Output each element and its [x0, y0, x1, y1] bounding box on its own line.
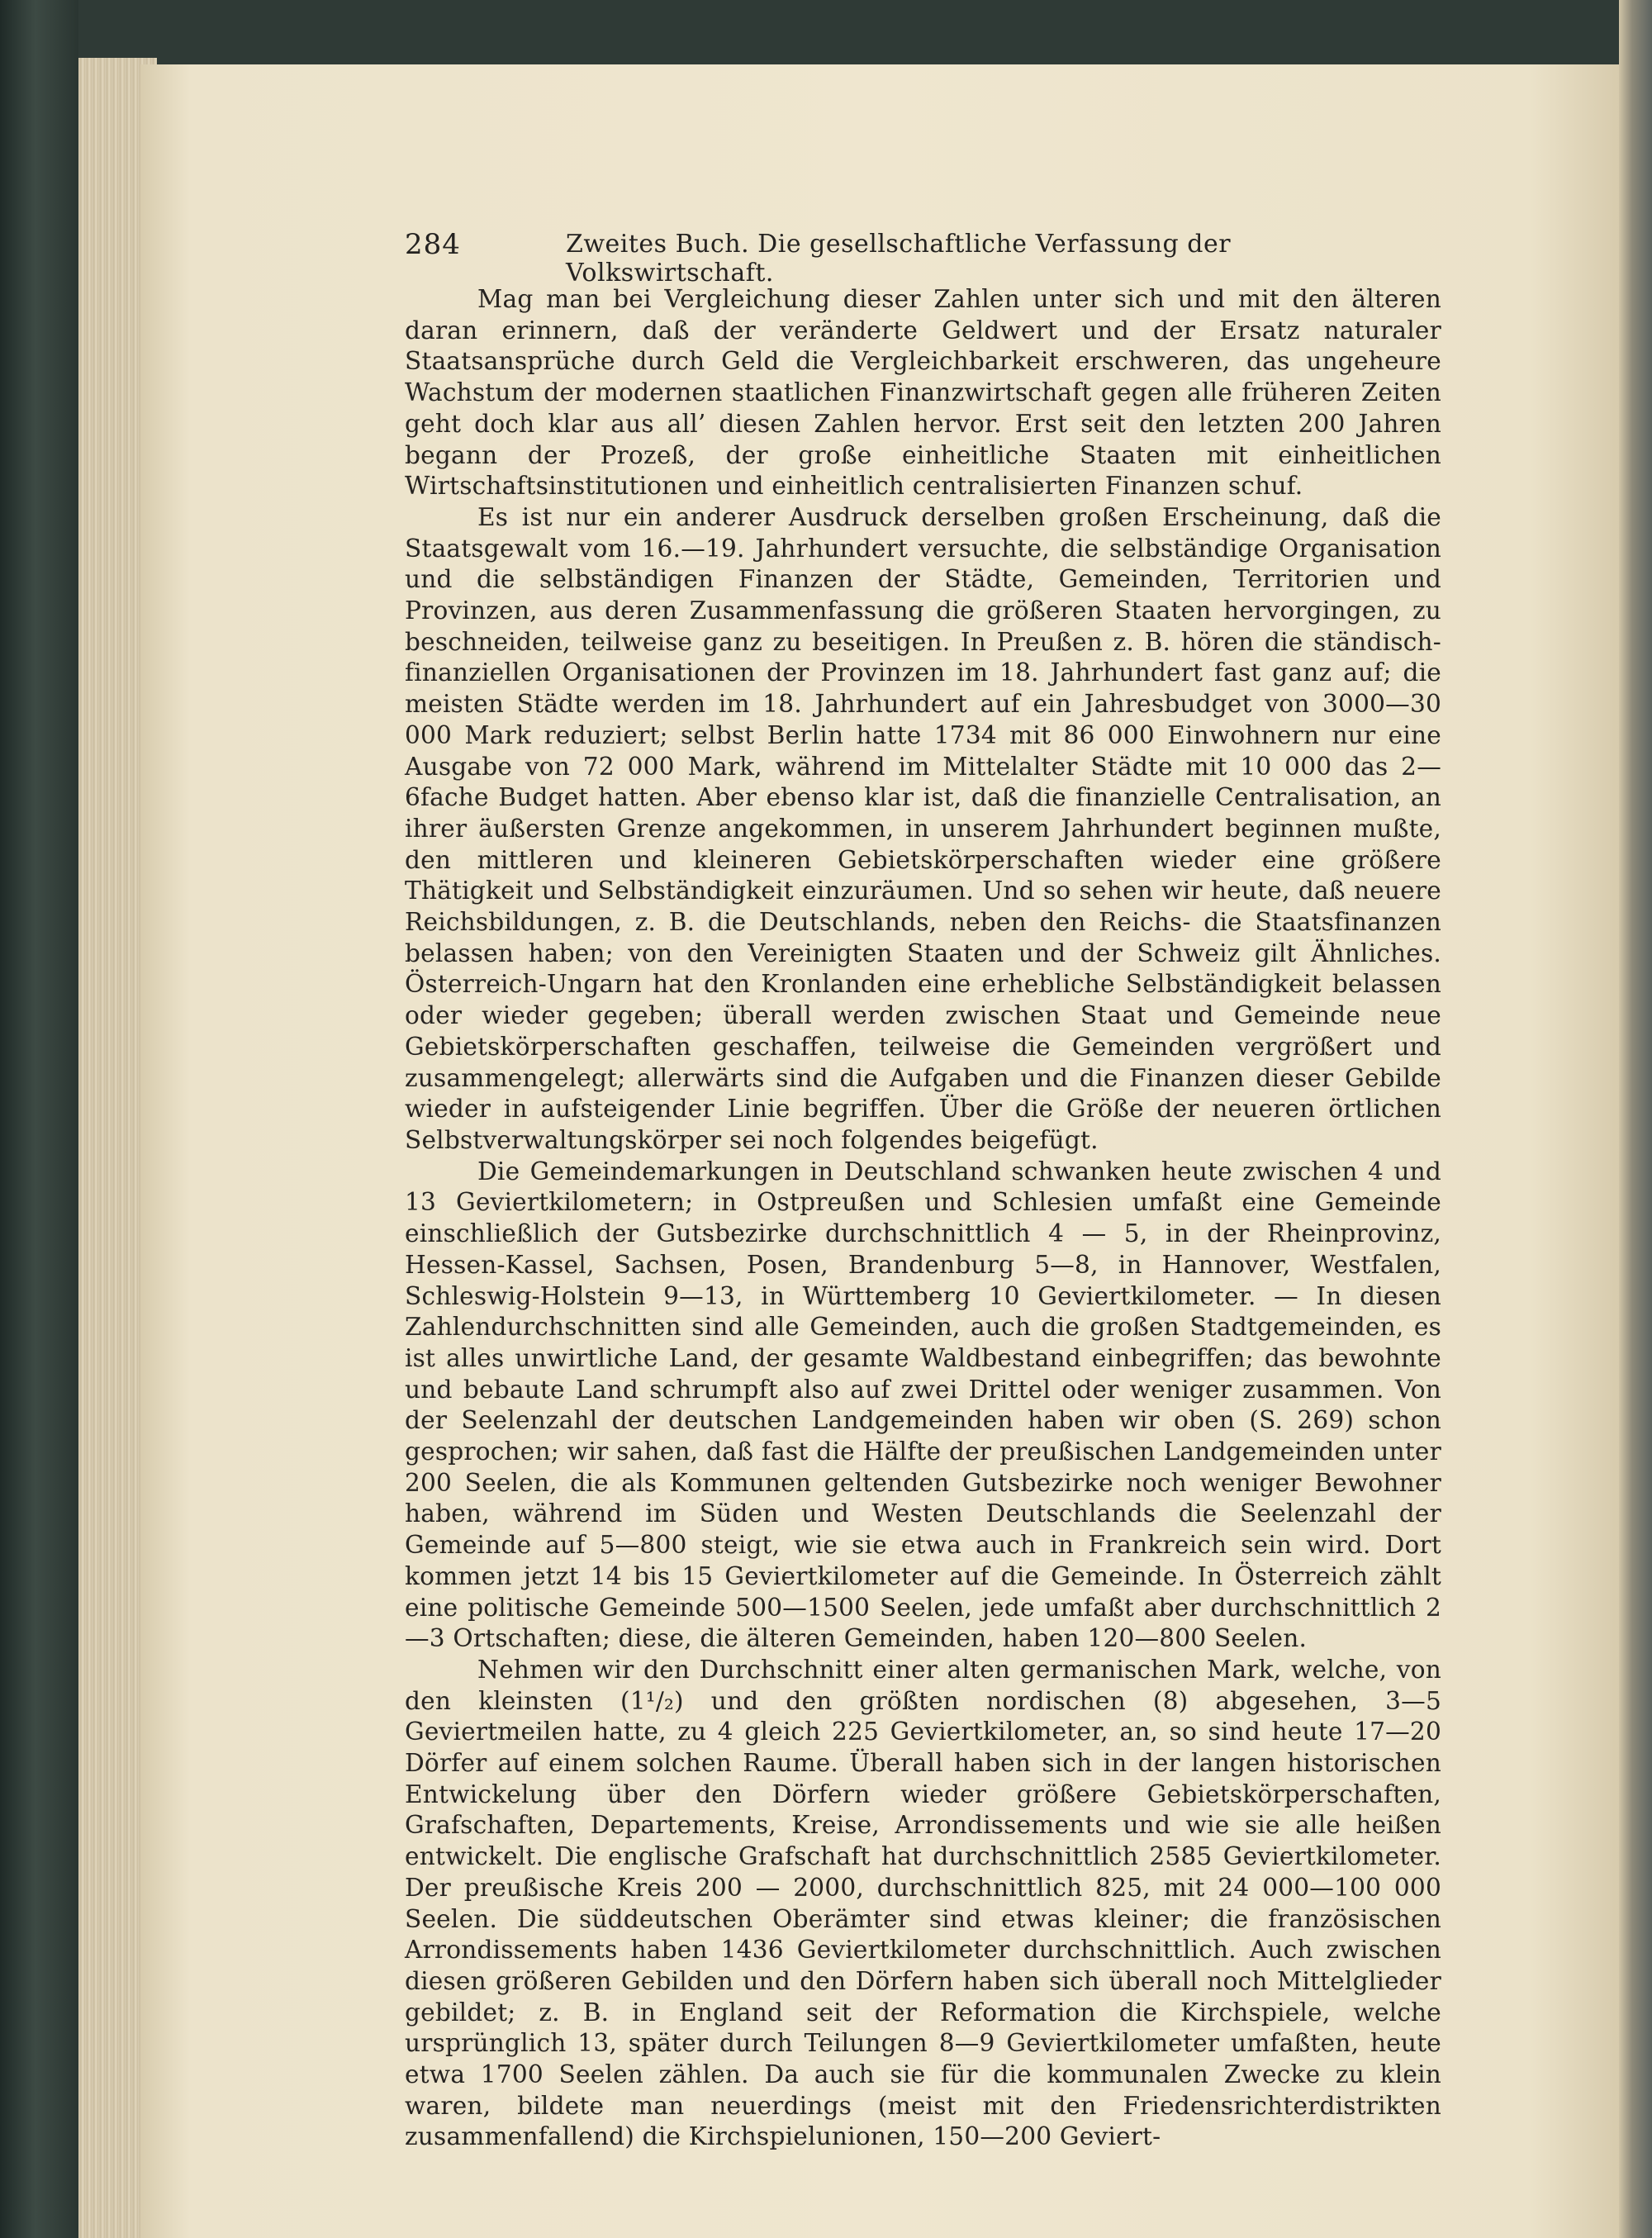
page-number: 284: [405, 228, 461, 261]
paragraph: Nehmen wir den Durchschnitt einer alten germanischen Mark, welche, von den kleinsten (1¹/₂) und den größten nordischen (8) abgesehen, 3—5 Geviertmeilen hatte, zu 4 gleich 225 Geviertkilometer, an, so sind heute 17—20 Dörfer auf einem solchen Raume. Überall haben sich in der langen historischen Entwickelung über den Dörfern wieder größere Gebietskörperschaften, Grafschaften, Departements, Kreise, Arrondissements und wie sie alle heißen entwickelt. Die englische Grafschaft hat durchschnittlich 2585 Geviertkilometer. Der preußische Kreis 200 — 2000, durchschnittlich 825, mit 24 000—100 000 Seelen. Die süddeutschen Oberämter sind etwas kleiner; die französischen Arrondissements haben 1436 Geviertkilometer durchschnittlich. Auch zwischen diesen größeren Gebilden und den Dörfern haben sich überall noch Mittelglieder gebildet; z. B. in England seit der Reformation die Kirchspiele, welche ursprünglich 13, später durch Teilungen 8—9 Geviertkilometer umfaßten, heute etwa 1700 Seelen zählen. Da auch sie für die kommunalen Zwecke zu klein waren, bildete man neuerdings (meist mit den Friedensrichterdistrikten zusammenfallend) die Kirchspielunionen, 150—200 Geviert-: [405, 1655, 1441, 2151]
paragraph: Mag man bei Vergleichung dieser Zahlen unter sich und mit den älteren daran erinnern, daß der veränderte Geldwert und der Ersatz naturaler Staatsansprüche durch Geld die Vergleichbarkeit erschweren, das ungeheure Wachstum der modernen staatlichen Finanzwirtschaft gegen alle früheren Zeiten geht doch klar aus all’ diesen Zahlen hervor. Erst seit den letzten 200 Jahren begann der Prozeß, der große einheitliche Staaten mit einheitlichen Wirtschaftsinstitutionen und einheitlich centralisierten Finanzen schuf.: [405, 285, 1441, 501]
paragraph: Es ist nur ein anderer Ausdruck derselben großen Erscheinung, daß die Staatsgewalt vom 16.—19. Jahrhundert versuchte, die selbständige Organisation und die selbständigen Finanzen der Städte, Gemeinden, Territorien und Provinzen, aus deren Zusammenfassung die größeren Staaten hervorgingen, zu beschneiden, teilweise ganz zu beseitigen. In Preußen z. B. hören die ständisch-finanziellen Organisationen der Provinzen im 18. Jahrhundert fast ganz auf; die meisten Städte werden im 18. Jahrhundert auf ein Jahresbudget von 3000—30 000 Mark reduziert; selbst Berlin hatte 1734 mit 86 000 Einwohnern nur eine Ausgabe von 72 000 Mark, während im Mittelalter Städte mit 10 000 das 2—6fache Budget hatten. Aber ebenso klar ist, daß die finanzielle Centralisation, an ihrer äußersten Grenze angekommen, in unserem Jahrhundert beginnen mußte, den mittleren und kleineren Gebietskörperschaften wieder eine größere Thätigkeit und Selbständigkeit einzuräumen. Und so sehen wir heute, daß neuere Reichsbildungen, z. B. die Deutschlands, neben den Reichs- die Staatsfinanzen belassen haben; von den Vereinigten Staaten und der Schweiz gilt Ähnliches. Österreich-Ungarn hat den Kronlanden eine erhebliche Selbständigkeit belassen oder wieder gegeben; überall werden zwischen Staat und Gemeinde neue Gebietskörperschaften geschaffen, teilweise die Gemeinden vergrößert und zusammengelegt; allerwärts sind die Aufgaben und die Finanzen dieser Gebilde wieder in aufsteigender Linie begriffen. Über die Größe der neueren örtlichen Selbstverwaltungskörper sei noch folgendes beigefügt.: [405, 502, 1441, 1154]
paragraph: Die Gemeindemarkungen in Deutschland schwanken heute zwischen 4 und 13 Geviertkilometern; in Ostpreußen und Schlesien umfaßt eine Gemeinde einschließlich der Gutsbezirke durchschnittlich 4 — 5, in der Rheinprovinz, Hessen-Kassel, Sachsen, Posen, Brandenburg 5—8, in Hannover, Westfalen, Schleswig-Holstein 9—13, in Württemberg 10 Geviertkilometer. — In diesen Zahlendurchschnitten sind alle Gemeinden, auch die großen Stadtgemeinden, es ist alles unwirtliche Land, der gesamte Waldbestand einbegriffen; das bewohnte und bebaute Land schrumpft also auf zwei Drittel oder weniger zusammen. Von der Seelenzahl der deutschen Landgemeinden haben wir oben (S. 269) schon gesprochen; wir sahen, daß fast die Hälfte der preußischen Landgemeinden unter 200 Seelen, die als Kommunen geltenden Gutsbezirke noch weniger Bewohner haben, während im Süden und Westen Deutschlands die Seelenzahl der Gemeinde auf 5—800 steigt, wie sie etwa auch in Frankreich sein wird. Dort kommen jetzt 14 bis 15 Geviertkilometer auf die Gemeinde. In Österreich zählt eine politische Gemeinde 500—1500 Seelen, jede umfaßt aber durchschnittlich 2—3 Ortschaften; diese, die älteren Gemeinden, haben 120—800 Seelen.: [405, 1157, 1441, 1653]
page-header: [405, 216, 1330, 287]
book-cover-edge: [0, 0, 78, 2238]
running-head: Zweites Buch. Die gesellschaftliche Verfassung der Volkswirtschaft.: [566, 230, 1232, 287]
gutter-shadow: [1619, 0, 1652, 2238]
body-text: [405, 284, 1441, 2153]
